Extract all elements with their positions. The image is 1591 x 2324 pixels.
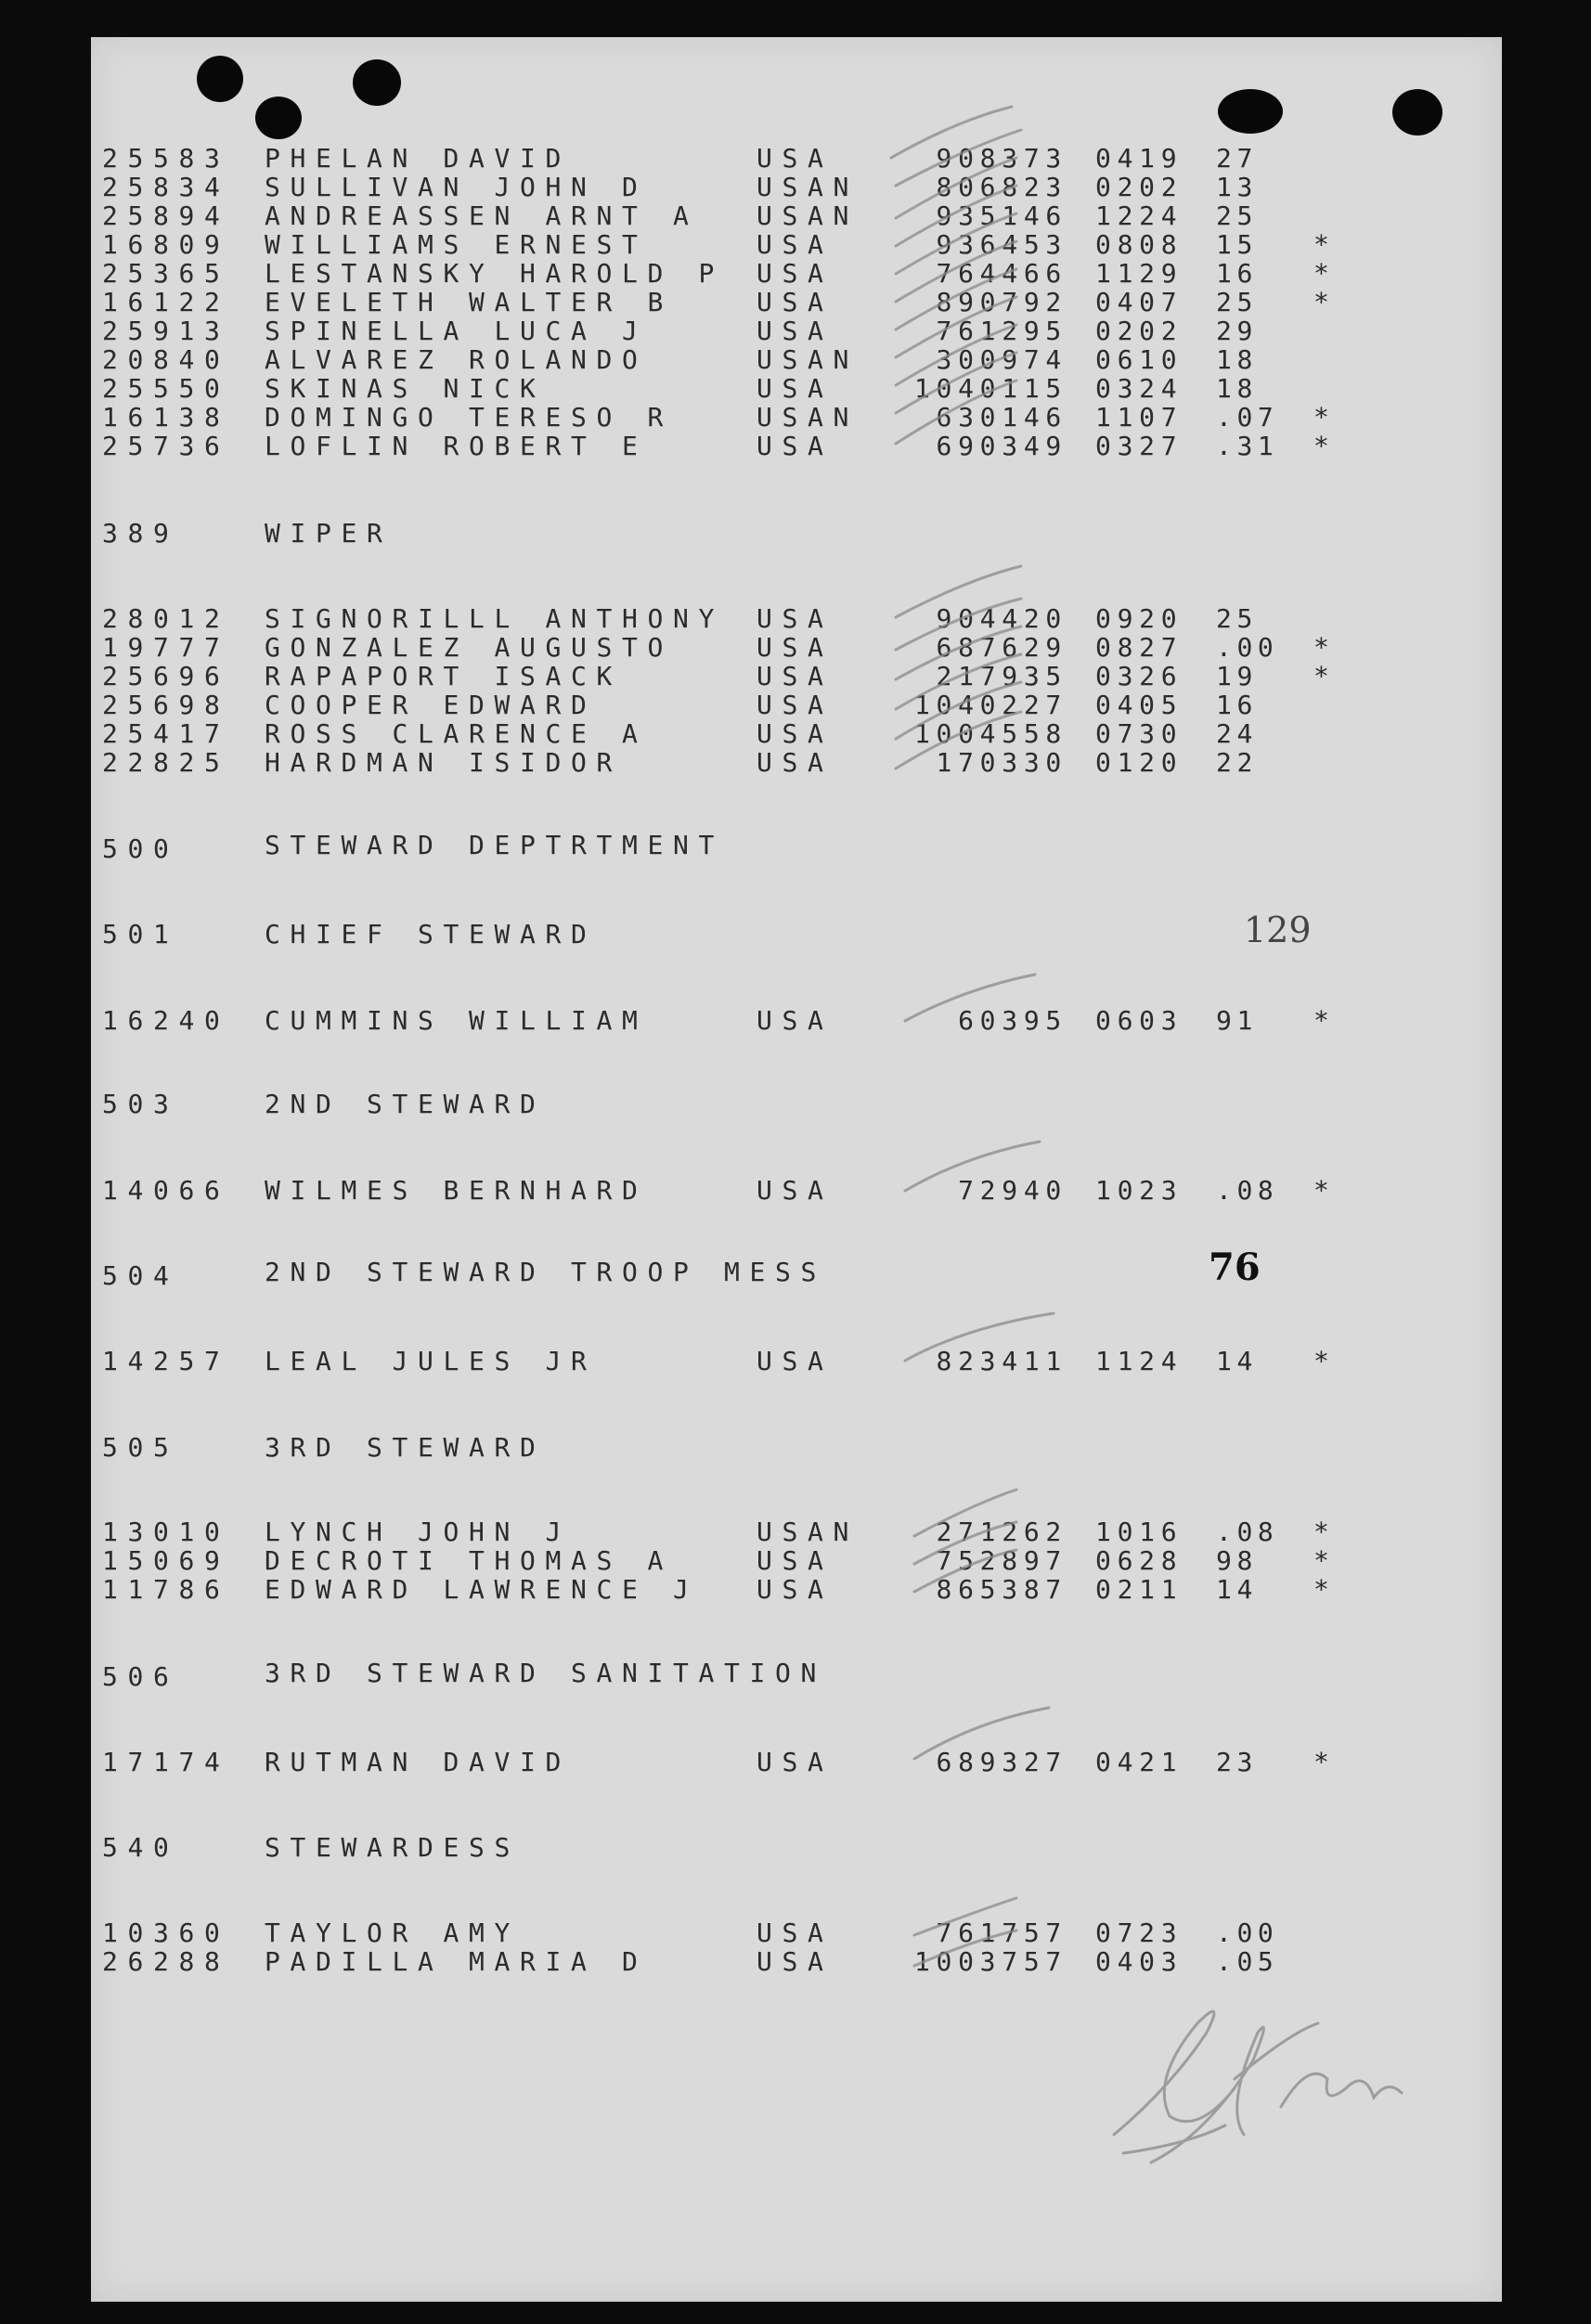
amount: 13 <box>1216 172 1258 202</box>
amount: 25 <box>1216 200 1258 231</box>
document-number: 300974 <box>936 344 1067 375</box>
section-title: 2ND STEWARD <box>265 1089 546 1119</box>
crew-number: 17174 <box>102 1747 230 1777</box>
crew-number: 14257 <box>102 1346 230 1376</box>
amount: 25 <box>1216 603 1258 634</box>
document-number: 60395 <box>958 1005 1067 1036</box>
date-code: 0202 <box>1095 316 1184 346</box>
citizenship: USA <box>757 316 834 346</box>
document-number: 935146 <box>936 200 1067 231</box>
date-code: 0920 <box>1095 603 1184 634</box>
crew-number: 25417 <box>102 718 230 749</box>
document-number: 806823 <box>936 172 1067 202</box>
section-code: 504 <box>102 1260 179 1291</box>
date-code: 0324 <box>1095 373 1184 404</box>
citizenship: USA <box>757 747 834 778</box>
asterisk-mark: * <box>1313 287 1339 317</box>
section-title: CHIEF STEWARD <box>265 919 597 949</box>
amount: 14 <box>1216 1346 1258 1376</box>
citizenship: USA <box>757 373 834 404</box>
crew-name: LEAL JULES JR <box>265 1346 597 1376</box>
crew-name: SPINELLA LUCA J <box>265 316 648 346</box>
crew-name: HARDMAN ISIDOR <box>265 747 622 778</box>
crew-number: 16809 <box>102 229 230 260</box>
date-code: 0610 <box>1095 344 1184 375</box>
crew-name: EDWARD LAWRENCE J <box>265 1574 699 1605</box>
document-number: 752897 <box>936 1545 1067 1576</box>
punch-hole <box>353 59 401 106</box>
amount: .08 <box>1216 1517 1279 1547</box>
amount: .31 <box>1216 431 1279 461</box>
section-title: 3RD STEWARD SANITATION <box>265 1658 826 1688</box>
date-code: 0603 <box>1095 1005 1184 1036</box>
citizenship: USA <box>757 287 834 317</box>
document-number: 687629 <box>936 632 1067 663</box>
document-number: 630146 <box>936 402 1067 433</box>
document-number: 689327 <box>936 1747 1067 1777</box>
citizenship: USAN <box>757 402 859 433</box>
crew-name: PHELAN DAVID <box>265 143 571 174</box>
crew-number: 25834 <box>102 172 230 202</box>
crew-name: RUTMAN DAVID <box>265 1747 571 1777</box>
crew-number: 26288 <box>102 1946 230 1977</box>
amount: 25 <box>1216 287 1258 317</box>
amount: 18 <box>1216 373 1258 404</box>
document-number: 764466 <box>936 258 1067 289</box>
crew-name: ANDREASSEN ARNT A <box>265 200 699 231</box>
crew-number: 20840 <box>102 344 230 375</box>
asterisk-mark: * <box>1313 1517 1339 1547</box>
crew-name: SIGNORILLL ANTHONY <box>265 603 724 634</box>
crew-number: 25696 <box>102 661 230 691</box>
punch-hole <box>1392 89 1442 136</box>
document-number: 1004558 <box>913 718 1067 749</box>
amount: 16 <box>1216 258 1258 289</box>
crew-number: 16122 <box>102 287 230 317</box>
crew-number: 25736 <box>102 431 230 461</box>
citizenship: USAN <box>757 172 859 202</box>
citizenship: USA <box>757 1574 834 1605</box>
citizenship: USA <box>757 1175 834 1206</box>
document-number: 217935 <box>936 661 1067 691</box>
document-number: 271262 <box>936 1517 1067 1547</box>
crew-name: LYNCH JOHN J <box>265 1517 571 1547</box>
amount: 16 <box>1216 690 1258 720</box>
section-title: 3RD STEWARD <box>265 1432 546 1463</box>
date-code: 0723 <box>1095 1917 1184 1948</box>
citizenship: USAN <box>757 344 859 375</box>
asterisk-mark: * <box>1313 1346 1339 1376</box>
crew-number: 25550 <box>102 373 230 404</box>
amount: .08 <box>1216 1175 1279 1206</box>
document-number: 904420 <box>936 603 1067 634</box>
document-number: 170330 <box>936 747 1067 778</box>
crew-name: GONZALEZ AUGUSTO <box>265 632 673 663</box>
crew-number: 28012 <box>102 603 230 634</box>
date-code: 0628 <box>1095 1545 1184 1576</box>
crew-number: 10360 <box>102 1917 230 1948</box>
document-number: 823411 <box>936 1346 1067 1376</box>
crew-name: LESTANSKY HAROLD P <box>265 258 724 289</box>
amount: 15 <box>1216 229 1258 260</box>
crew-number: 13010 <box>102 1517 230 1547</box>
page-number-stamp: 129 <box>1244 910 1312 950</box>
asterisk-mark: * <box>1313 258 1339 289</box>
citizenship: USA <box>757 718 834 749</box>
citizenship: USA <box>757 1747 834 1777</box>
crew-number: 15069 <box>102 1545 230 1576</box>
amount: 14 <box>1216 1574 1258 1605</box>
crew-name: PADILLA MARIA D <box>265 1946 648 1977</box>
section-title: 2ND STEWARD TROOP MESS <box>265 1257 826 1287</box>
punch-hole <box>1218 89 1283 134</box>
document-number: 1040227 <box>913 690 1067 720</box>
crew-number: 16240 <box>102 1005 230 1036</box>
date-code: 1107 <box>1095 402 1184 433</box>
crew-number: 25894 <box>102 200 230 231</box>
section-code: 505 <box>102 1432 179 1463</box>
crew-number: 25698 <box>102 690 230 720</box>
section-code: 540 <box>102 1832 179 1863</box>
asterisk-mark: * <box>1313 1005 1339 1036</box>
citizenship: USA <box>757 229 834 260</box>
date-code: 0211 <box>1095 1574 1184 1605</box>
date-code: 1124 <box>1095 1346 1184 1376</box>
amount: .07 <box>1216 402 1279 433</box>
crew-number: 22825 <box>102 747 230 778</box>
crew-number: 25365 <box>102 258 230 289</box>
crew-name: DECROTI THOMAS A <box>265 1545 673 1576</box>
amount: 98 <box>1216 1545 1258 1576</box>
citizenship: USA <box>757 431 834 461</box>
crew-number: 25913 <box>102 316 230 346</box>
amount: 22 <box>1216 747 1258 778</box>
date-code: 1023 <box>1095 1175 1184 1206</box>
date-code: 0407 <box>1095 287 1184 317</box>
crew-name: COOPER EDWARD <box>265 690 597 720</box>
section-code: 501 <box>102 919 179 949</box>
amount: 29 <box>1216 316 1258 346</box>
crew-name: CUMMINS WILLIAM <box>265 1005 648 1036</box>
amount: 18 <box>1216 344 1258 375</box>
crew-name: DOMINGO TERESO R <box>265 402 673 433</box>
asterisk-mark: * <box>1313 402 1339 433</box>
section-code: 389 <box>102 518 179 549</box>
citizenship: USAN <box>757 200 859 231</box>
date-code: 1224 <box>1095 200 1184 231</box>
section-code: 503 <box>102 1089 179 1119</box>
asterisk-mark: * <box>1313 661 1339 691</box>
crew-name: SKINAS NICK <box>265 373 546 404</box>
section-code: 500 <box>102 833 179 864</box>
section-title: WIPER <box>265 518 393 549</box>
crew-name: LOFLIN ROBERT E <box>265 431 648 461</box>
date-code: 0326 <box>1095 661 1184 691</box>
date-code: 0808 <box>1095 229 1184 260</box>
crew-number: 14066 <box>102 1175 230 1206</box>
date-code: 0202 <box>1095 172 1184 202</box>
citizenship: USA <box>757 1005 834 1036</box>
date-code: 0120 <box>1095 747 1184 778</box>
asterisk-mark: * <box>1313 1175 1339 1206</box>
crew-name: RAPAPORT ISACK <box>265 661 622 691</box>
document-number: 761295 <box>936 316 1067 346</box>
crew-name: TAYLOR AMY <box>265 1917 520 1948</box>
crew-name: SULLIVAN JOHN D <box>265 172 648 202</box>
citizenship: USA <box>757 603 834 634</box>
crew-name: WILMES BERNHARD <box>265 1175 648 1206</box>
amount: .00 <box>1216 1917 1279 1948</box>
citizenship: USA <box>757 661 834 691</box>
citizenship: USAN <box>757 1517 859 1547</box>
date-code: 0827 <box>1095 632 1184 663</box>
punch-hole <box>255 97 302 139</box>
crew-name: ROSS CLARENCE A <box>265 718 648 749</box>
citizenship: USA <box>757 143 834 174</box>
section-title: STEWARD DEPTRTMENT <box>265 830 724 860</box>
date-code: 0421 <box>1095 1747 1184 1777</box>
amount: 19 <box>1216 661 1258 691</box>
page-number-stamp: 76 <box>1209 1246 1261 1289</box>
citizenship: USA <box>757 1346 834 1376</box>
date-code: 1129 <box>1095 258 1184 289</box>
citizenship: USA <box>757 1545 834 1576</box>
crew-name: WILLIAMS ERNEST <box>265 229 648 260</box>
document-number: 1003757 <box>913 1946 1067 1977</box>
citizenship: USA <box>757 690 834 720</box>
date-code: 0327 <box>1095 431 1184 461</box>
document-number: 1040115 <box>913 373 1067 404</box>
asterisk-mark: * <box>1313 229 1339 260</box>
asterisk-mark: * <box>1313 632 1339 663</box>
citizenship: USA <box>757 1946 834 1977</box>
amount: .00 <box>1216 632 1279 663</box>
signature <box>1095 1977 1411 2190</box>
asterisk-mark: * <box>1313 431 1339 461</box>
date-code: 0730 <box>1095 718 1184 749</box>
document-number: 890792 <box>936 287 1067 317</box>
crew-number: 19777 <box>102 632 230 663</box>
document-number: 936453 <box>936 229 1067 260</box>
crew-number: 16138 <box>102 402 230 433</box>
citizenship: USA <box>757 1917 834 1948</box>
date-code: 1016 <box>1095 1517 1184 1547</box>
date-code: 0405 <box>1095 690 1184 720</box>
date-code: 0419 <box>1095 143 1184 174</box>
amount: 91 <box>1216 1005 1258 1036</box>
crew-number: 11786 <box>102 1574 230 1605</box>
asterisk-mark: * <box>1313 1747 1339 1777</box>
asterisk-mark: * <box>1313 1545 1339 1576</box>
document-number: 908373 <box>936 143 1067 174</box>
amount: 23 <box>1216 1747 1258 1777</box>
document-number: 690349 <box>936 431 1067 461</box>
amount: 24 <box>1216 718 1258 749</box>
section-code: 506 <box>102 1661 179 1692</box>
crew-name: EVELETH WALTER B <box>265 287 673 317</box>
document-number: 865387 <box>936 1574 1067 1605</box>
date-code: 0403 <box>1095 1946 1184 1977</box>
section-title: STEWARDESS <box>265 1832 520 1863</box>
document-number: 72940 <box>958 1175 1067 1206</box>
asterisk-mark: * <box>1313 1574 1339 1605</box>
amount: 27 <box>1216 143 1258 174</box>
citizenship: USA <box>757 632 834 663</box>
amount: .05 <box>1216 1946 1279 1977</box>
crew-number: 25583 <box>102 143 230 174</box>
document-number: 761757 <box>936 1917 1067 1948</box>
citizenship: USA <box>757 258 834 289</box>
crew-name: ALVAREZ ROLANDO <box>265 344 648 375</box>
punch-hole <box>197 56 243 102</box>
